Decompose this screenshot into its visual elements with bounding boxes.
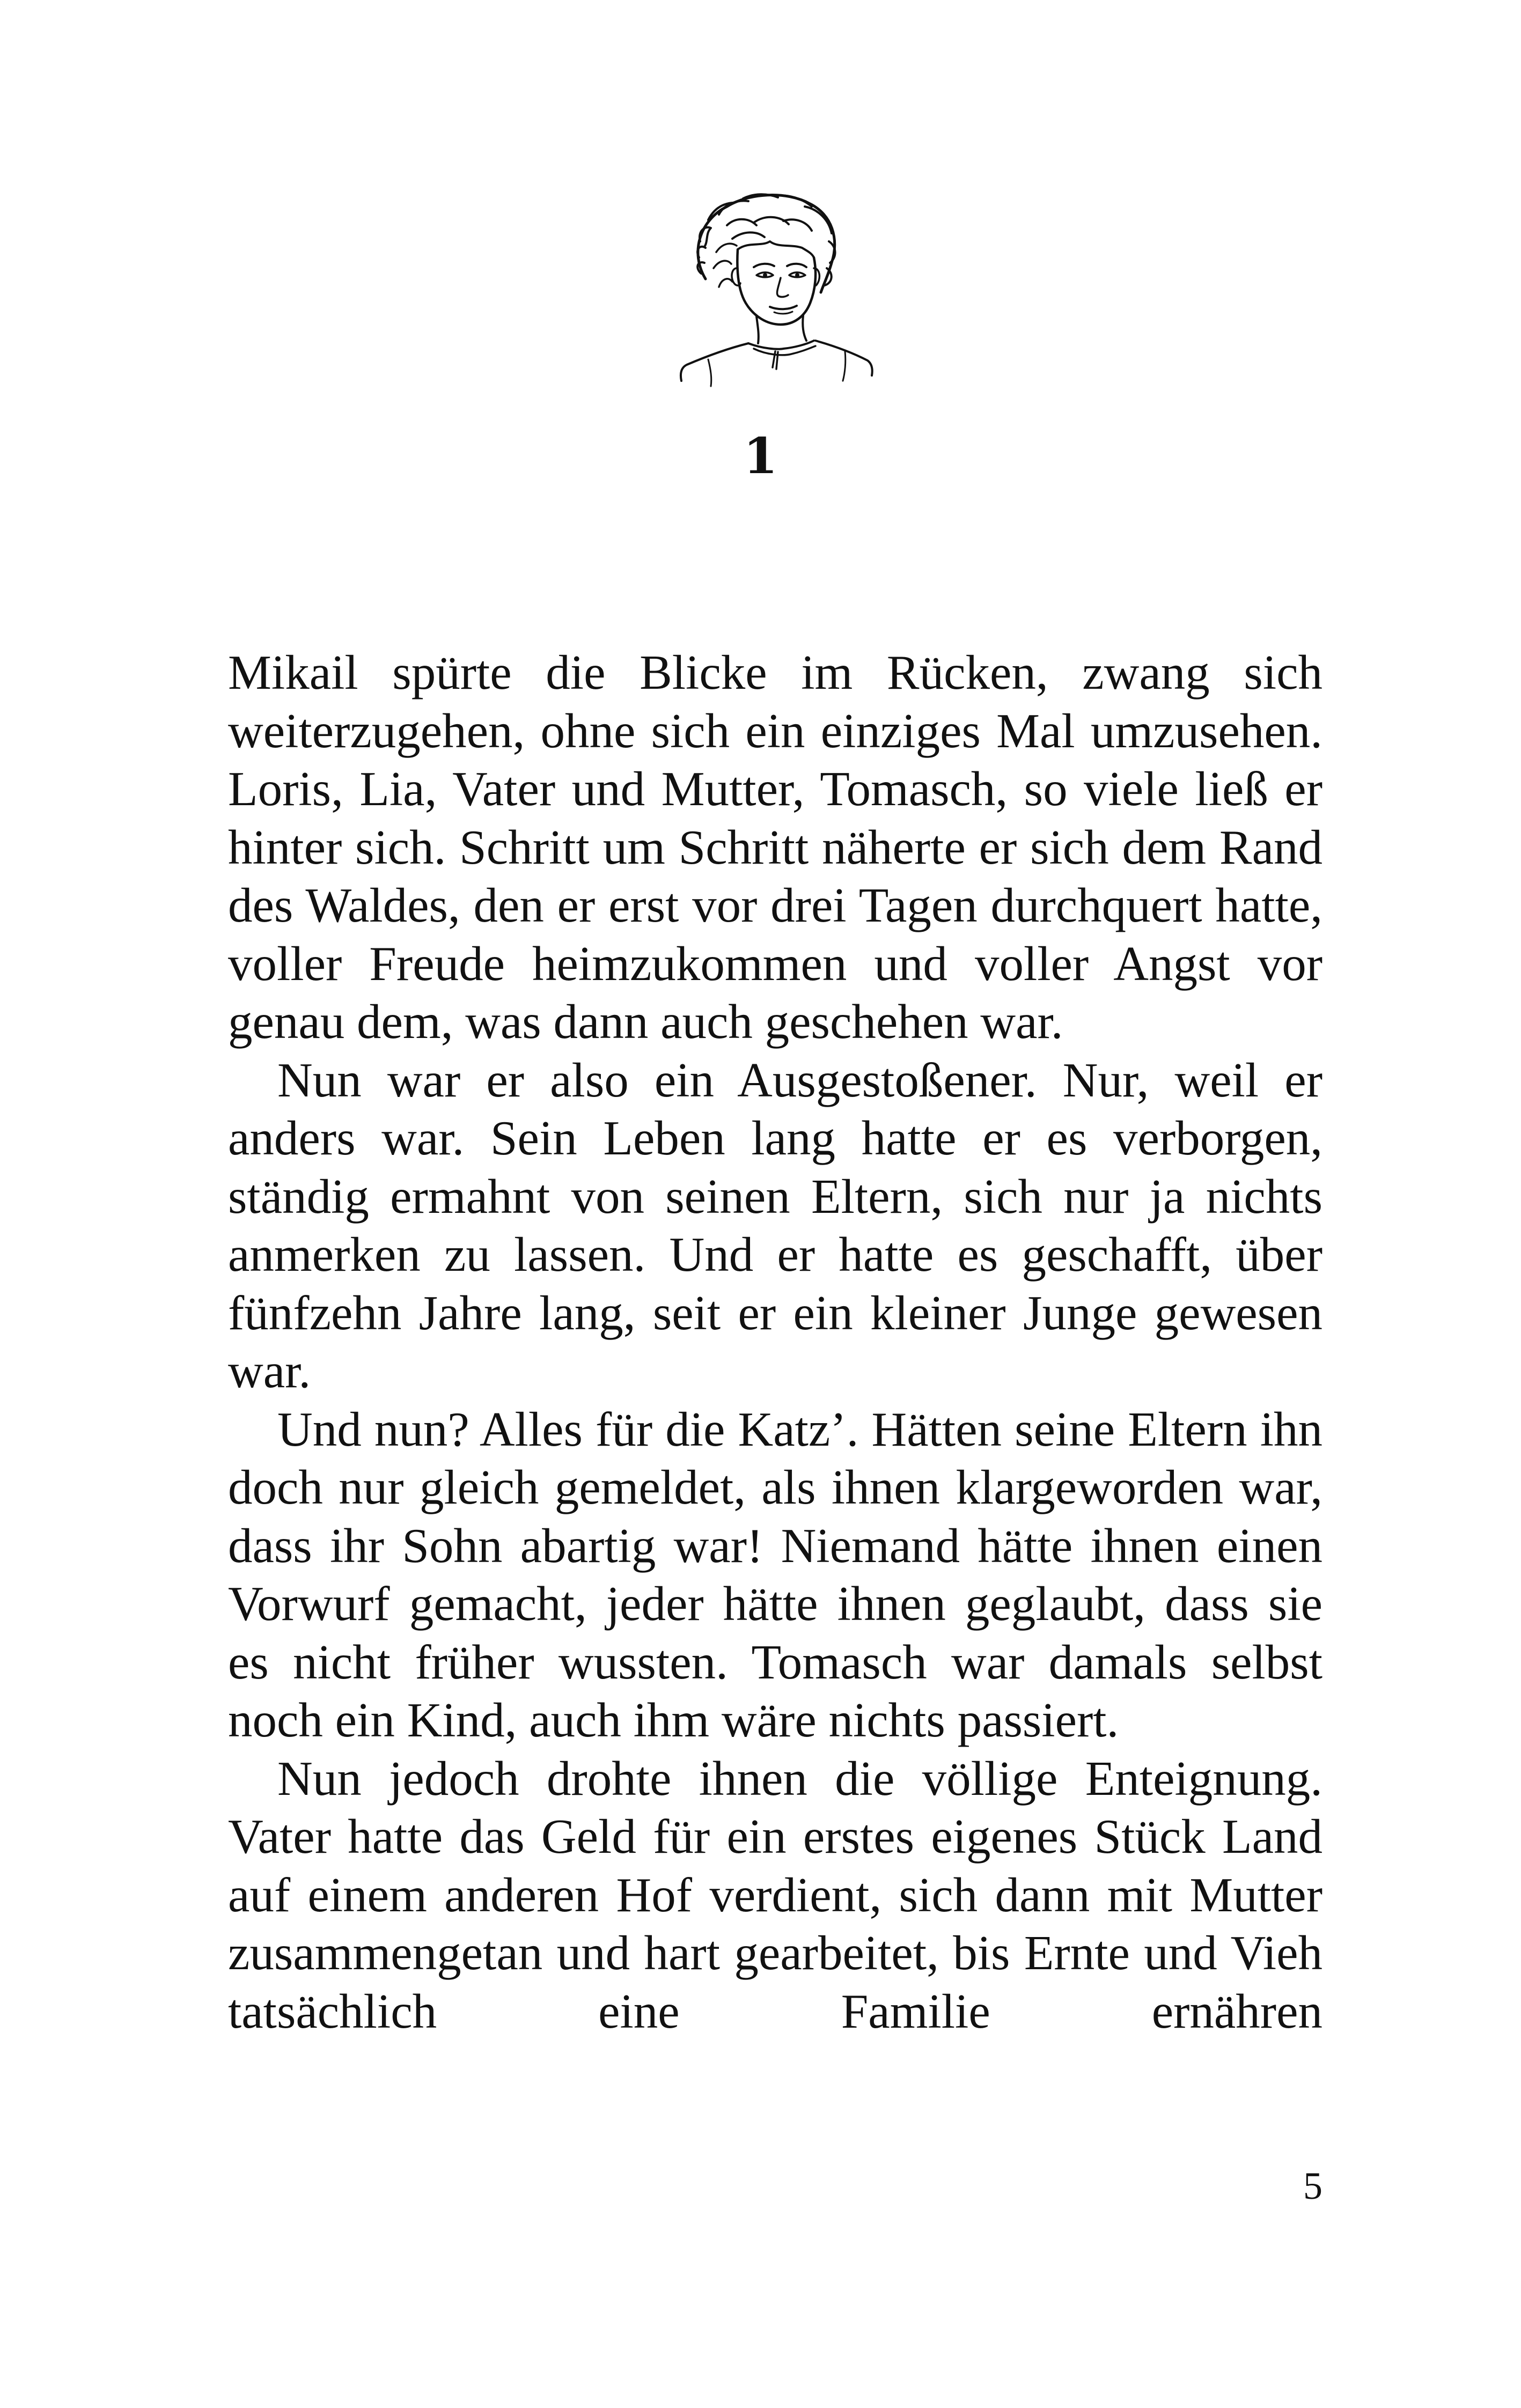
boy-portrait-illustration (668, 188, 877, 392)
paragraph-3: Und nun? Alles für die Katz’. Hätten seine Eltern ihn doch nur gleich gemeldet, als ihnen klargeworden war, dass ihr Sohn abartig war! Niemand hätte ihnen einen Vorwurf gemacht, jeder hätte ihnen geglaubt, dass sie es nicht früher wussten. Tomasch war damals selbst noch ein Kind, auch ihm wäre nichts passiert. (228, 1402, 1322, 1747)
paragraph-1: Mikail spürte die Blicke im Rücken, zwang sich weiterzugehen, ohne sich ein einziges Mal umzusehen. Loris, Lia, Vater und Mutter, Tomasch, so viele ließ er hinter sich. Schritt um Schritt näherte er sich dem Rand des Waldes, den er erst vor drei Tagen durchquert hatte, voller Freude heimzukommen und voller Angst vor genau dem, was dann auch geschehen war. (228, 645, 1322, 1049)
chapter-body-text (228, 644, 1322, 2041)
paragraph-4: Nun jedoch drohte ihnen die völlige Enteignung. Vater hatte das Geld für ein erstes eigenes Stück Land auf einem anderen Hof verdient, sich dann mit Mutter zusammengetan und hart gearbeitet, bis Ernte und Vieh tatsächlich eine Familie ernähren (228, 1751, 1322, 2038)
paragraph-2: Nun war er also ein Ausgestoßener. Nur, weil er anders war. Sein Leben lang hatte er es verborgen, ständig ermahnt von seinen Eltern, sich nur ja nichts anmerken zu lassen. Und er hatte es geschafft, über fünfzehn Jahre lang, seit er ein kleiner Junge gewesen war. (228, 1052, 1322, 1398)
page-number: 5 (1303, 2164, 1322, 2207)
chapter-number: 1 (743, 427, 778, 485)
